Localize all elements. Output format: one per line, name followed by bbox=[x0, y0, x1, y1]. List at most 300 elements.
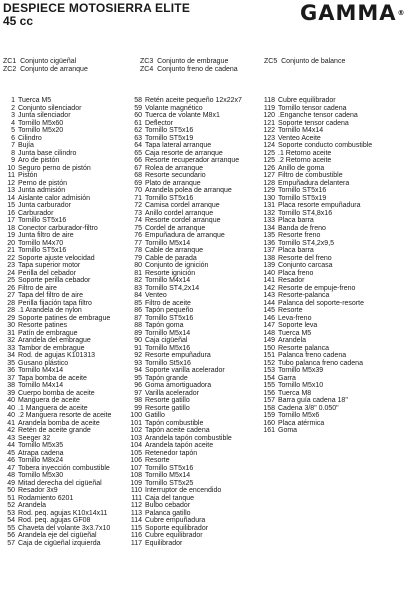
part-row bbox=[0, 367, 111, 375]
part-description: Leva-freno bbox=[278, 314, 312, 322]
part-number: 81 bbox=[134, 269, 142, 277]
part-row bbox=[262, 97, 372, 105]
part-description: Placa barra bbox=[278, 247, 314, 254]
part-description: Tapón aceite cadena bbox=[145, 427, 210, 434]
part-number: 21 bbox=[7, 247, 15, 254]
part-number: 67 bbox=[134, 164, 142, 172]
part-row bbox=[0, 262, 111, 270]
part-row bbox=[0, 427, 111, 435]
part-row bbox=[129, 105, 242, 113]
conjunto-item bbox=[140, 58, 228, 66]
part-number: 31 bbox=[7, 329, 15, 337]
part-description: Resorte cordel arranque bbox=[145, 217, 221, 224]
part-row bbox=[129, 457, 242, 465]
part-row bbox=[262, 315, 372, 323]
part-row bbox=[262, 105, 372, 113]
part-number: 139 bbox=[263, 262, 275, 269]
part-row bbox=[0, 127, 111, 135]
part-description: Tornillo St5x16 bbox=[145, 359, 191, 367]
part-description: Tornillo M5x30 bbox=[18, 472, 64, 479]
brand-logo-text: GAMMA bbox=[300, 1, 397, 25]
part-description: Tornillo ST5x16 bbox=[145, 464, 194, 472]
part-number: 114 bbox=[130, 517, 142, 524]
part-description: Tornillo ST4,2x9,5 bbox=[278, 239, 335, 247]
part-row bbox=[0, 195, 111, 203]
part-number: 142 bbox=[263, 284, 275, 292]
part-row bbox=[262, 307, 372, 315]
part-description: Tornillo M5x14 bbox=[145, 329, 191, 337]
part-number: 17 bbox=[7, 217, 15, 224]
part-description: Volante magnético bbox=[145, 104, 203, 112]
part-description: Tornillo M4x14 bbox=[18, 367, 64, 374]
part-description: Arandela polea de arranque bbox=[145, 187, 232, 194]
part-description: Tornillo ST5x19 bbox=[145, 134, 194, 142]
part-row bbox=[129, 352, 242, 360]
part-row bbox=[129, 135, 242, 143]
part-number: 57 bbox=[7, 539, 15, 547]
part-row bbox=[0, 510, 111, 518]
part-number: 132 bbox=[263, 209, 275, 217]
part-row bbox=[262, 217, 372, 225]
part-number: 34 bbox=[7, 352, 15, 359]
part-row bbox=[129, 330, 242, 338]
part-description: Tubo palanca freno cadena bbox=[278, 359, 363, 367]
conjunto-label: Conjunto freno de cadena bbox=[157, 66, 238, 73]
part-description: Empuñadura delantera bbox=[278, 179, 350, 187]
part-number: 155 bbox=[263, 382, 275, 389]
part-number: 45 bbox=[7, 449, 15, 457]
part-row bbox=[262, 292, 372, 300]
part-number: 136 bbox=[263, 239, 275, 247]
parts-column-2 bbox=[129, 97, 242, 547]
part-row bbox=[262, 277, 372, 285]
part-number: 125 bbox=[263, 157, 275, 164]
part-number: 157 bbox=[263, 397, 275, 404]
part-number: 23 bbox=[7, 262, 15, 269]
part-number: 36 bbox=[7, 367, 15, 374]
part-description: Placa atérmica bbox=[278, 419, 325, 427]
part-number: 117 bbox=[130, 539, 142, 547]
part-description: Tornillo M4x14 bbox=[278, 127, 324, 134]
part-number: 112 bbox=[130, 502, 142, 509]
part-row bbox=[129, 202, 242, 210]
part-row bbox=[262, 255, 372, 263]
part-row bbox=[129, 420, 242, 428]
part-row bbox=[129, 510, 242, 518]
part-description: Tapón goma bbox=[145, 322, 184, 329]
part-description: Arandela eje del cigüeñal bbox=[18, 532, 97, 539]
part-row bbox=[0, 277, 111, 285]
part-number: 103 bbox=[130, 434, 142, 442]
part-number: 58 bbox=[134, 97, 142, 104]
part-row bbox=[129, 517, 242, 525]
part-row bbox=[262, 405, 372, 413]
part-row bbox=[0, 525, 111, 533]
part-description: Conjunto de ignición bbox=[145, 262, 209, 269]
part-number: 78 bbox=[134, 247, 142, 254]
part-description: Resador 3x9 bbox=[18, 487, 58, 494]
part-number: 109 bbox=[130, 479, 142, 487]
part-number: 125 bbox=[263, 149, 275, 157]
part-description: Tuerca M8 bbox=[278, 389, 312, 397]
part-description: Soporte tensor cadena bbox=[278, 119, 349, 127]
part-description: Tornillo M5x10 bbox=[278, 382, 324, 389]
part-row bbox=[0, 382, 111, 390]
part-number: 5 bbox=[11, 127, 15, 134]
part-description: Tornillo tensor cadena bbox=[278, 104, 347, 112]
part-number: 124 bbox=[263, 142, 275, 149]
part-row bbox=[262, 330, 372, 338]
part-number: 43 bbox=[7, 434, 15, 442]
conjunto-label: Conjunto de balance bbox=[281, 58, 346, 65]
part-number: 40 bbox=[7, 412, 15, 419]
part-description: Perno de pistón bbox=[18, 179, 68, 187]
part-description: Tornillo ST5x16 bbox=[278, 187, 327, 194]
part-description: Resorte del freno bbox=[278, 254, 332, 262]
part-number: 128 bbox=[263, 179, 275, 187]
part-row bbox=[0, 247, 111, 255]
part-row bbox=[129, 300, 242, 308]
part-row bbox=[0, 217, 111, 225]
part-description: Retenedor tapón bbox=[145, 449, 198, 457]
part-description: Rod. peq. agujas GF08 bbox=[18, 517, 91, 524]
part-number: 138 bbox=[263, 254, 275, 262]
part-description: Tornillo M4x14 bbox=[18, 382, 64, 389]
part-number: 12 bbox=[7, 179, 15, 187]
part-row bbox=[262, 195, 372, 203]
part-number: 70 bbox=[134, 187, 142, 194]
part-row bbox=[129, 195, 242, 203]
part-number: 159 bbox=[263, 412, 275, 419]
part-description: Gatillo bbox=[145, 412, 165, 419]
part-description: Soporte ajuste velocidad bbox=[18, 254, 95, 262]
part-description: Goma bbox=[278, 427, 298, 434]
part-number: 73 bbox=[134, 209, 142, 217]
part-description: Junta silenciador bbox=[18, 112, 71, 119]
part-row bbox=[129, 540, 242, 548]
part-description: Bulbo cebador bbox=[145, 502, 191, 509]
part-row bbox=[129, 412, 242, 420]
part-description: Bujía bbox=[18, 142, 34, 149]
part-number: 11 bbox=[7, 172, 15, 179]
part-description: Varilla acelerador bbox=[145, 389, 199, 397]
part-row bbox=[0, 442, 111, 450]
part-number: 62 bbox=[134, 127, 142, 134]
part-row bbox=[129, 217, 242, 225]
part-row bbox=[262, 150, 372, 158]
part-description: Tornillo ST5x25 bbox=[145, 479, 194, 487]
part-description: Resorte ignición bbox=[145, 269, 196, 277]
part-number: 29 bbox=[7, 314, 15, 322]
part-description: Filtro de aceite bbox=[145, 299, 191, 307]
part-number: 65 bbox=[134, 149, 142, 157]
part-description: Junta carburador bbox=[18, 202, 71, 209]
part-description: Goma amortiguadora bbox=[145, 382, 212, 389]
part-number: 41 bbox=[7, 419, 15, 427]
part-number: 28 bbox=[7, 307, 15, 314]
part-number: 18 bbox=[7, 224, 15, 232]
conjunto-code: ZC2 bbox=[3, 66, 17, 73]
part-description: Tobera inyección combustible bbox=[18, 464, 110, 472]
part-row bbox=[262, 345, 372, 353]
part-number: 54 bbox=[7, 517, 15, 524]
part-number: 144 bbox=[263, 299, 275, 307]
part-number: 106 bbox=[130, 457, 142, 464]
part-number: 150 bbox=[263, 344, 275, 352]
part-number: 96 bbox=[134, 382, 142, 389]
part-description: Cable de parada bbox=[145, 254, 197, 262]
part-number: 105 bbox=[130, 449, 142, 457]
part-number: 69 bbox=[134, 179, 142, 187]
part-row bbox=[129, 120, 242, 128]
part-number: 147 bbox=[263, 322, 275, 329]
part-number: 107 bbox=[130, 464, 142, 472]
part-number: 87 bbox=[134, 314, 142, 322]
part-description: Atrapa cadena bbox=[18, 449, 64, 457]
part-row bbox=[0, 487, 111, 495]
part-description: Interruptor de encendido bbox=[145, 487, 222, 494]
part-description: Retén aceite pequeño 12x22x7 bbox=[145, 97, 242, 104]
part-row bbox=[129, 270, 242, 278]
part-row bbox=[129, 142, 242, 150]
part-row bbox=[0, 112, 111, 120]
part-description: Tornillo M5x35 bbox=[18, 442, 64, 449]
part-number: 116 bbox=[130, 532, 142, 539]
part-description: Arandela tapón combustible bbox=[145, 434, 232, 442]
part-number: 97 bbox=[134, 389, 142, 397]
part-description: Chaveta del volante 3x3.7x10 bbox=[18, 524, 111, 532]
part-row bbox=[262, 187, 372, 195]
part-row bbox=[0, 457, 111, 465]
part-description: Camisa cordel arranque bbox=[145, 202, 220, 209]
part-description: Tapa del filtro de aire bbox=[18, 292, 83, 299]
part-description: Resorte bbox=[145, 457, 170, 464]
part-description: Tuerca M5 bbox=[278, 329, 312, 337]
part-number: 55 bbox=[7, 524, 15, 532]
conjunto-code: ZC3 bbox=[140, 58, 154, 65]
part-row bbox=[262, 412, 372, 420]
conjunto-code: ZC5 bbox=[264, 58, 278, 65]
part-description: Arandela bomba de aceite bbox=[18, 419, 100, 427]
part-description: Resorte freno bbox=[278, 232, 321, 239]
part-description: Palanca gatillo bbox=[145, 509, 191, 517]
part-row bbox=[0, 135, 111, 143]
part-row bbox=[0, 97, 111, 105]
part-row bbox=[262, 322, 372, 330]
part-description: Placa barra bbox=[278, 217, 314, 224]
part-description: Conjunto silenciador bbox=[18, 104, 82, 112]
part-number: 94 bbox=[134, 367, 142, 374]
part-row bbox=[0, 150, 111, 158]
part-description: Aro de pistón bbox=[18, 157, 60, 164]
part-number: 122 bbox=[263, 127, 275, 134]
part-row bbox=[0, 517, 111, 525]
part-row bbox=[129, 487, 242, 495]
part-row bbox=[129, 450, 242, 458]
part-row bbox=[0, 300, 111, 308]
part-number: 93 bbox=[134, 359, 142, 367]
conjunto-item bbox=[3, 58, 76, 66]
part-description: Soporte patines de embrague bbox=[18, 314, 111, 322]
part-row bbox=[129, 397, 242, 405]
part-description: Tornillo ST5x16 bbox=[18, 217, 67, 224]
part-row bbox=[0, 210, 111, 218]
part-number: 149 bbox=[263, 337, 275, 344]
part-description: Rolea de arranque bbox=[145, 164, 203, 172]
part-description: Resorte recuperador arranque bbox=[145, 157, 240, 164]
part-number: 110 bbox=[130, 487, 142, 494]
part-description: Aislante calor admisión bbox=[18, 194, 90, 202]
part-description: Resorte secundario bbox=[145, 172, 206, 179]
part-number: 143 bbox=[263, 292, 275, 299]
part-number: 39 bbox=[7, 389, 15, 397]
part-number: 59 bbox=[134, 104, 142, 112]
part-number: 137 bbox=[263, 247, 275, 254]
part-number: 141 bbox=[263, 277, 275, 284]
part-description: Tornillo ST5x16 bbox=[145, 194, 194, 202]
part-description: Manguera de aceite bbox=[18, 397, 80, 404]
part-number: 99 bbox=[134, 404, 142, 412]
part-row bbox=[262, 427, 372, 435]
part-row bbox=[129, 277, 242, 285]
part-description: Tapón pequeño bbox=[145, 307, 194, 314]
part-row bbox=[262, 225, 372, 233]
part-description: Tornillo M5x20 bbox=[18, 127, 64, 134]
part-description: Carburador bbox=[18, 209, 54, 217]
part-description: Seguro perno de pistón bbox=[18, 164, 91, 172]
part-description: Empuñadura de arranque bbox=[145, 232, 225, 239]
part-description: Tornillo ST4,2x14 bbox=[145, 284, 200, 292]
part-row bbox=[129, 337, 242, 345]
part-number: 60 bbox=[134, 112, 142, 119]
part-description: Arandela del embrague bbox=[18, 337, 91, 344]
part-row bbox=[262, 285, 372, 293]
conjunto-item bbox=[3, 66, 88, 74]
part-description: Cilindro bbox=[18, 134, 42, 142]
part-description: Tornillo ST5x16 bbox=[18, 247, 67, 254]
part-number: 53 bbox=[7, 509, 15, 517]
part-description: Resorte-palanca bbox=[278, 292, 330, 299]
part-row bbox=[262, 157, 372, 165]
part-number: 79 bbox=[134, 254, 142, 262]
part-description: Tornillo M4x70 bbox=[18, 239, 64, 247]
part-number: 129 bbox=[263, 187, 275, 194]
part-row bbox=[0, 255, 111, 263]
part-row bbox=[129, 495, 242, 503]
part-row bbox=[262, 142, 372, 150]
part-number: 115 bbox=[130, 524, 142, 532]
part-number: 156 bbox=[263, 389, 275, 397]
conjunto-code: ZC1 bbox=[3, 58, 17, 65]
part-row bbox=[0, 420, 111, 428]
part-description: Anillo cordel arranque bbox=[145, 209, 214, 217]
part-number: 80 bbox=[134, 262, 142, 269]
part-description: Tornillo M5x60 bbox=[18, 119, 64, 127]
part-number: 63 bbox=[134, 134, 142, 142]
part-number: 91 bbox=[134, 344, 142, 352]
part-number: 111 bbox=[131, 494, 142, 502]
part-row bbox=[129, 112, 242, 120]
part-row bbox=[129, 435, 242, 443]
part-number: 160 bbox=[263, 419, 275, 427]
part-description: Tornillo M4x14 bbox=[145, 277, 191, 284]
part-row bbox=[129, 165, 242, 173]
part-row bbox=[129, 150, 242, 158]
part-description: Tuerca M5 bbox=[18, 97, 52, 104]
part-row bbox=[0, 450, 111, 458]
part-description: Tambor de embrague bbox=[18, 344, 85, 352]
part-description: Palanca del soporte-resorte bbox=[278, 299, 364, 307]
part-description: Rodamiento 6201 bbox=[18, 494, 74, 502]
part-number: 1 bbox=[11, 97, 15, 104]
part-description: Cuerpo bomba de aceite bbox=[18, 389, 95, 397]
part-description: Resorte empuñadura bbox=[145, 352, 211, 359]
part-number: 130 bbox=[263, 194, 275, 202]
part-row bbox=[0, 307, 111, 315]
part-row bbox=[0, 315, 111, 323]
part-row bbox=[0, 157, 111, 165]
part-number: 90 bbox=[134, 337, 142, 344]
part-description: Gusano plástico bbox=[18, 359, 69, 367]
part-number: 76 bbox=[134, 232, 142, 239]
part-row bbox=[129, 187, 242, 195]
part-description: Tornillo M5x16 bbox=[145, 344, 191, 352]
part-description: Tornillo M8x24 bbox=[18, 457, 64, 464]
part-number: 42 bbox=[7, 427, 15, 434]
part-description: Cable de arranque bbox=[145, 247, 203, 254]
part-row bbox=[129, 240, 242, 248]
part-description: Cubre equilibrador bbox=[278, 97, 336, 104]
parts-column-1 bbox=[0, 97, 111, 547]
part-row bbox=[0, 180, 111, 188]
part-number: 3 bbox=[11, 112, 15, 119]
part-row bbox=[262, 382, 372, 390]
part-number: 26 bbox=[7, 284, 15, 292]
part-description: Resorte gatillo bbox=[145, 397, 190, 404]
part-description: Cubre equilibrador bbox=[145, 532, 203, 539]
part-description: .1 Manguera de aceite bbox=[18, 404, 88, 412]
part-number: 102 bbox=[130, 427, 142, 434]
part-row bbox=[129, 292, 242, 300]
part-row bbox=[0, 225, 111, 233]
part-description: Mitad derecha del cigüeñal bbox=[18, 479, 102, 487]
part-row bbox=[262, 135, 372, 143]
part-number: 66 bbox=[134, 157, 142, 164]
part-number: 123 bbox=[263, 134, 275, 142]
part-description: Cubre empuñadura bbox=[145, 517, 206, 524]
part-number: 98 bbox=[134, 397, 142, 404]
part-number: 61 bbox=[134, 119, 142, 127]
part-row bbox=[0, 337, 111, 345]
part-number: 95 bbox=[134, 374, 142, 382]
part-number: 40 bbox=[7, 404, 15, 412]
part-description: Cadena 3/8" 0.050" bbox=[278, 404, 339, 412]
part-row bbox=[129, 180, 242, 188]
part-number: 50 bbox=[7, 487, 15, 494]
part-row bbox=[262, 210, 372, 218]
part-row bbox=[129, 262, 242, 270]
part-row bbox=[262, 202, 372, 210]
part-description: Filtro de combustible bbox=[278, 172, 343, 179]
part-row bbox=[129, 255, 242, 263]
part-number: 158 bbox=[263, 404, 275, 412]
part-number: 10 bbox=[7, 164, 15, 172]
part-number: 77 bbox=[134, 239, 142, 247]
part-description: Seeger 32 bbox=[18, 434, 51, 442]
part-description: Arandela bbox=[278, 337, 307, 344]
part-row bbox=[262, 165, 372, 173]
part-number: 8 bbox=[11, 149, 15, 157]
